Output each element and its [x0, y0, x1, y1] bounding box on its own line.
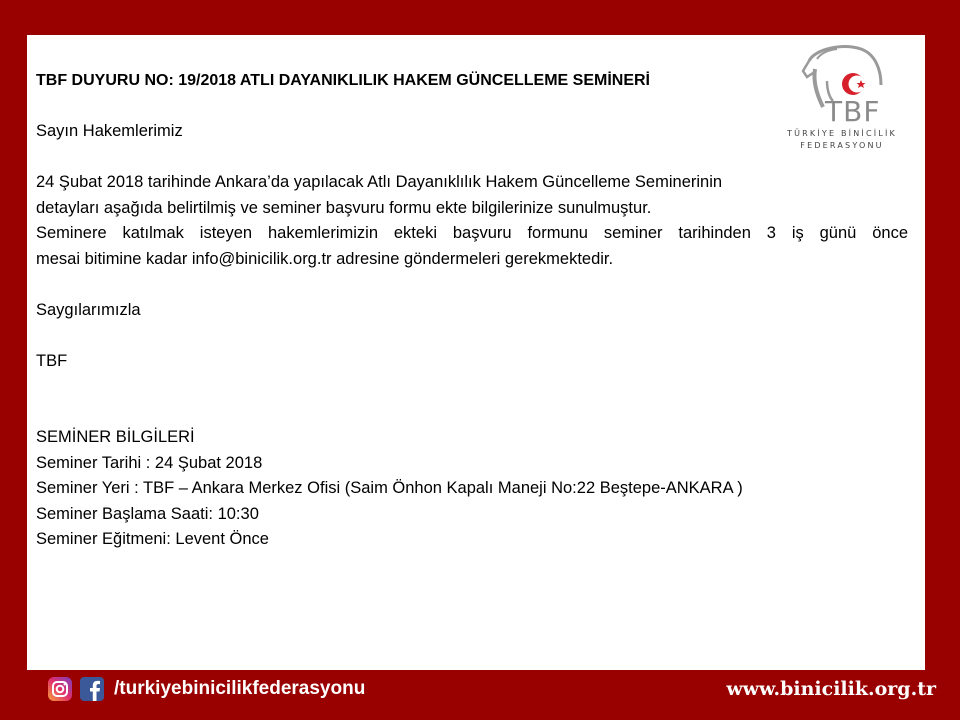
paragraph1-line1: 24 Şubat 2018 tarihinde Ankara’da yapılacak Atlı Dayanıklılık Hakem Güncelleme Seminerinin	[36, 173, 723, 191]
announcement-body	[36, 68, 908, 553]
seminar-location: Seminer Yeri : TBF – Ankara Merkez Ofisi (Saim Önhon Kapalı Maneji No:22 Beştepe-ANKARA )	[36, 479, 743, 497]
facebook-icon[interactable]	[80, 677, 104, 701]
paragraph2-line1: Seminere katılmak isteyen hakemlerimizin ekteki başvuru formunu seminer tarihinden 3 iş günü önce	[36, 224, 908, 242]
seminar-date: Seminer Tarihi : 24 Şubat 2018	[36, 453, 263, 472]
social-links	[48, 676, 365, 702]
website-link[interactable]: www.binicilik.org.tr	[726, 678, 936, 700]
seminar-start-time: Seminer Başlama Saati: 10:30	[36, 504, 259, 523]
document-card	[27, 35, 925, 670]
paragraph1-line2: detayları aşağıda belirtilmiş ve seminer başvuru formu ekte bilgilerinize sunulmuştur.	[36, 198, 652, 217]
signature: TBF	[36, 351, 68, 370]
instagram-icon[interactable]	[48, 677, 72, 701]
social-handle[interactable]: /turkiyebinicilikfederasyonu	[114, 678, 366, 699]
closing: Saygılarımızla	[36, 300, 141, 319]
greeting: Sayın Hakemlerimiz	[36, 122, 183, 140]
logo-text-line1: TÜRKİYE BİNİCİLİK	[787, 129, 897, 138]
svg-text:TBF: TBF	[825, 95, 881, 128]
announcement-title: TBF DUYURU NO: 19/2018 ATLI DAYANIKLILIK HAKEM GÜNCELLEME SEMİNERİ	[36, 72, 650, 89]
paragraph2-line2: mesai bitimine kadar info@binicilik.org.tr adresine göndermeleri gerekmektedir.	[36, 249, 614, 268]
seminar-instructor: Seminer Eğitmeni: Levent Önce	[36, 530, 269, 548]
seminar-heading: SEMİNER BİLGİLERİ	[36, 428, 195, 446]
logo-text-line2: FEDERASYONU	[800, 141, 884, 150]
